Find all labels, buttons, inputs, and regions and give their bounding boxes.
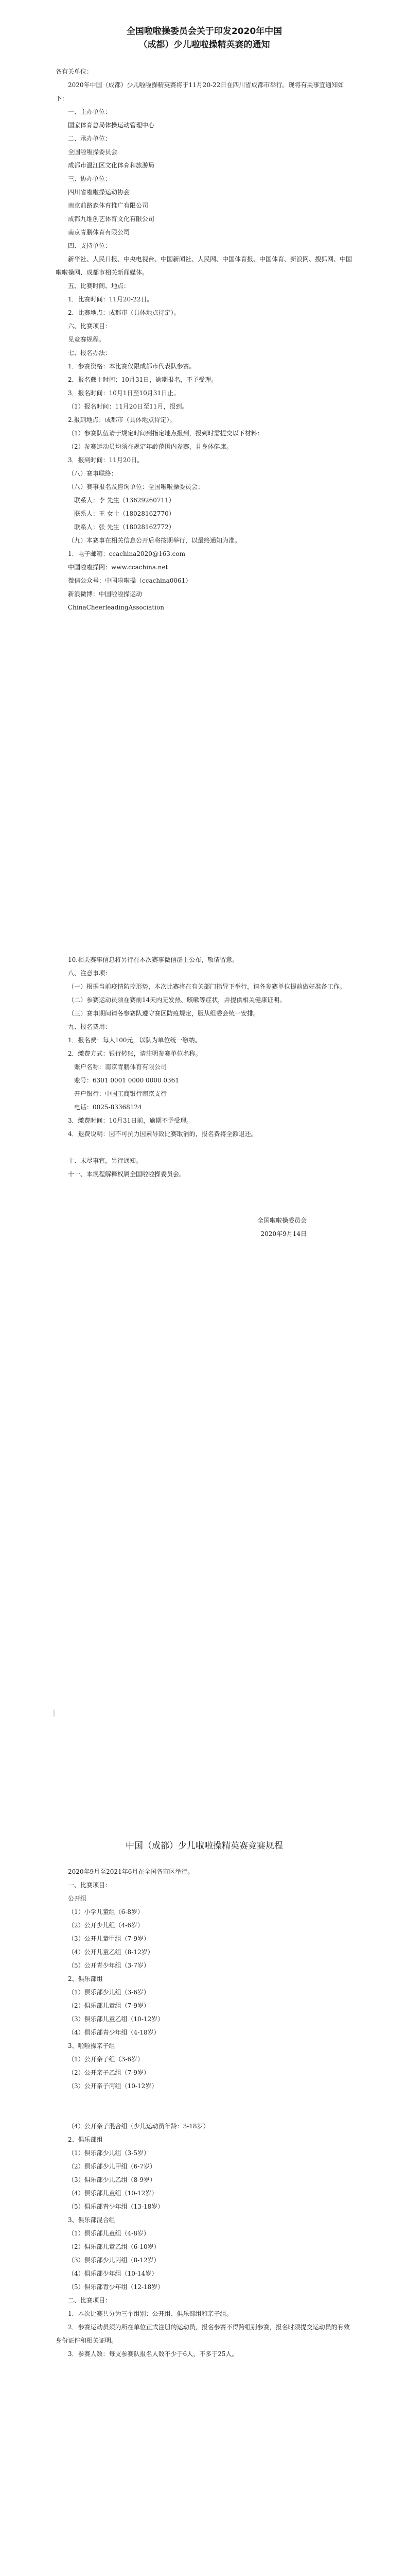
p2-line-8: 4．退费说明：因不可抗力因素导致比赛取消的，报名费将全额退还。 bbox=[68, 1130, 257, 1138]
rules-item: （2）俱乐部少儿甲组（6-7岁） bbox=[68, 2163, 156, 2170]
section-registration-heading: 七、报名办法： bbox=[68, 349, 112, 357]
rules-item: （3）俱乐部少儿丙组（8-12岁） bbox=[68, 2257, 160, 2264]
support-media-list: 新华社、人民日报、中央电视台、中国新闻社、人民网、中国体育报、中国体育、新浪网、搜狐网、中国啦啦操网、成都市相关新闻媒体。 bbox=[56, 256, 352, 276]
section-events-heading: 六、比赛项目： bbox=[68, 323, 112, 330]
p2-section-precautions: 八、注意事项： bbox=[68, 970, 112, 977]
registration-rule-h: 3．报到时间：11月20日。 bbox=[68, 456, 144, 464]
rules-item: （3）俱乐部少儿乙组（8-9岁） bbox=[68, 2176, 156, 2183]
notice-body bbox=[56, 25, 353, 614]
p2-section-fees: 九、报名费用： bbox=[68, 1023, 112, 1030]
rules-item: （1）俱乐部儿童组（4-8岁） bbox=[68, 2230, 150, 2237]
registration-rule-f: （1）参赛队伍请于规定时间到指定地点报到，报到时需提交以下材料： bbox=[68, 430, 263, 437]
notice-title bbox=[56, 25, 353, 52]
contact-social-handle: ChinaCheerleadingAssociation bbox=[68, 604, 165, 611]
p2-line-6: 2．缴费方式：银行转账，请注明参赛单位名称。 bbox=[68, 1050, 202, 1057]
rules-item: （2）公开少儿组（4-6岁） bbox=[68, 1922, 144, 1929]
rules-item: （4）俱乐部青少年组（4-18岁） bbox=[68, 2029, 160, 2036]
rules-item: （1）公开亲子组（3-6岁） bbox=[68, 2056, 144, 2063]
rules-item: （3）俱乐部儿童乙组（10-12岁） bbox=[68, 2015, 164, 2023]
section-time-place-heading: 五、比赛时间、地点： bbox=[68, 282, 130, 290]
rules-item: 2、俱乐部组 bbox=[68, 1975, 103, 1982]
rules-item: （3）公开儿童甲组（7-9岁） bbox=[68, 1935, 150, 1942]
section-host-heading: 二、承办单位： bbox=[68, 135, 112, 142]
notice-body-2 bbox=[56, 953, 353, 1241]
rules-paragraph: 2．参赛运动员须为所在单位正式注册的运动员，报名参赛不得跨组别参赛，报名时须提交运动员的有效身份证件和相关证明。 bbox=[56, 2324, 350, 2344]
registration-rule-d: （1）报名时间：11月20日至11月，报到。 bbox=[68, 403, 188, 410]
notice-title-line1: 全国啦啦操委员会关于印发2020年中国 bbox=[126, 26, 283, 37]
rules-item: 公开组 bbox=[68, 1895, 87, 1902]
registration-rule-i: （八）赛事联络： bbox=[68, 470, 118, 477]
registration-rule-c: 3．报名时间：10月1日至10月31日止。 bbox=[68, 389, 180, 397]
contact-person-1: 联系人：李 先生（13629260711） bbox=[74, 497, 175, 504]
page-break-mark bbox=[54, 1709, 55, 1717]
co-host-org-1: 四川省啦啦操运动协会 bbox=[68, 189, 130, 196]
co-host-org-3: 成都九维创艺体育文化有限公司 bbox=[68, 215, 155, 223]
registration-rule-b: 2．报名截止时间：10月31日，逾期报名，不予受理。 bbox=[68, 376, 218, 383]
rules-item: （4）公开儿童乙组（8-12岁） bbox=[68, 1948, 154, 1956]
signature-block bbox=[56, 1214, 353, 1241]
host-org-1: 全国啦啦操委员会 bbox=[68, 148, 118, 156]
rules-item: （3）公开亲子丙组（10-12岁） bbox=[68, 2082, 158, 2090]
section-organizer-heading: 一、主办单位： bbox=[68, 108, 112, 115]
host-org-2: 成都市温江区文化体育和旅游局 bbox=[68, 162, 155, 169]
rules-paragraph: 3．参赛人数：每支参赛队报名人数不少于6人，不多于25人。 bbox=[68, 2350, 238, 2358]
registration-rule-k: （九）本赛事在相关信息公开后将按期举行，以最终通知为准。 bbox=[68, 537, 241, 544]
bank-account-name: 账户名称：南京青鹏体育有限公司 bbox=[74, 1063, 167, 1071]
rules-page bbox=[0, 1814, 406, 2576]
rules-section-1: 一、比赛项目： bbox=[68, 1882, 112, 1889]
contact-person-3: 联系人：张 先生（18028162772） bbox=[74, 523, 175, 531]
bank-phone: 电话：0025-83368124 bbox=[74, 1104, 142, 1111]
notice-page bbox=[0, 0, 406, 907]
rules-item: （4）俱乐部少年组（10-14岁） bbox=[68, 2270, 158, 2277]
co-host-org-4: 南京青鹏体育有限公司 bbox=[68, 229, 130, 236]
p2-line-3: （二）参赛运动员须在赛前14天内无发热、咳嗽等症状，并提供相关健康证明。 bbox=[68, 996, 286, 1004]
rules-item: （2）公开亲子乙组（7-9岁） bbox=[68, 2069, 150, 2076]
events-detail: 见竞赛规程。 bbox=[68, 336, 105, 343]
rules-item: （4）俱乐部儿童组（10-12岁） bbox=[68, 2190, 158, 2197]
co-host-org-2: 南京前路森体育推广有限公司 bbox=[68, 202, 149, 209]
registration-rule-g: （2）参赛运动员均须在规定年龄范围内参赛，且身体健康。 bbox=[68, 443, 233, 450]
registration-rule-a: 1．参赛资格：本比赛仅限成都市代表队参赛。 bbox=[68, 363, 196, 370]
rules-body bbox=[56, 1839, 353, 2361]
signature-date: 2020年9月14日 bbox=[260, 1230, 307, 1238]
rules-item: （5）公开青少年组（3-7岁） bbox=[68, 1962, 150, 1969]
p2-line-2: （一）根据当前疫情防控形势，本次比赛将在有关部门指导下举行，请各参赛单位提前做好准备工作。 bbox=[68, 983, 346, 990]
rules-item: （5）俱乐部青少年组（13-18岁） bbox=[68, 2203, 164, 2210]
salutation: 各有关单位： bbox=[56, 68, 93, 75]
p2-line-5: 1．报名费：每人100元，以队为单位统一缴纳。 bbox=[68, 1037, 201, 1044]
rules-section-2: 二、比赛项目： bbox=[68, 2297, 112, 2304]
p2-section-misc: 十、未尽事宜，另行通知。 bbox=[68, 1157, 143, 1164]
registration-rule-j: （八）赛事报名及咨询单位：全国啦啦操委员会； bbox=[68, 483, 204, 490]
registration-rule-e: 2.报到地点：成都市（具体地点待定）。 bbox=[68, 416, 176, 423]
p2-section-interpretation: 十一、本规程解释权属全国啦啦操委员会。 bbox=[68, 1171, 186, 1178]
organizer-name: 国家体育总局体操运动管理中心 bbox=[68, 122, 155, 129]
contact-website: 中国啦啦操网：www.ccachina.net bbox=[68, 564, 168, 571]
rules-paragraph: 1．本次比赛共分为三个组别：公开组、俱乐部组和亲子组。 bbox=[68, 2310, 233, 2317]
contact-email: 1．电子邮箱：ccachina2020@163.com bbox=[68, 550, 185, 557]
bank-account-number: 账号：6301 0001 0000 0000 0361 bbox=[74, 1077, 179, 1084]
p2-line-1: 10.相关赛事信息将另行在本次赛事微信群上公布，敬请留意。 bbox=[68, 956, 239, 963]
bank-name: 开户银行：中国工商银行南京支行 bbox=[74, 1090, 167, 1097]
rules-item: 2、俱乐部组 bbox=[68, 2136, 103, 2143]
signature-org: 全国啦啦操委员会 bbox=[257, 1217, 307, 1224]
rules-title: 中国（成都）少儿啦啦操精英赛竞赛规程 bbox=[126, 1841, 283, 1851]
contact-weibo: 新浪微博：中国啦啦操运动 bbox=[68, 590, 143, 598]
section-support-heading: 四、支持单位： bbox=[68, 242, 112, 249]
contact-wechat: 微信公众号：中国啦啦操（ccachina0061） bbox=[68, 577, 192, 584]
rules-item: （1）俱乐部少儿组（3-5岁） bbox=[68, 2149, 150, 2157]
rules-item: （2）俱乐部儿童乙组（6-10岁） bbox=[68, 2243, 160, 2250]
rules-item: （5）俱乐部青少年组（12-18岁） bbox=[68, 2283, 164, 2291]
p2-line-7: 3．缴费时间：10月31日前，逾期不予受理。 bbox=[68, 1117, 193, 1124]
rules-item: 3、啦啦操亲子组 bbox=[68, 2042, 115, 2049]
notice-page-2 bbox=[0, 907, 406, 1814]
rules-intro: 2020年9月至2021年6月在全国各市区举行。 bbox=[68, 1868, 194, 1875]
event-place: 2．比赛地点：成都市（具体地点待定）。 bbox=[68, 309, 180, 316]
rules-item: （1）俱乐部少儿组（3-6岁） bbox=[68, 1989, 150, 1996]
p2-line-4: （三）赛事期间请各参赛队遵守赛区防疫规定，服从组委会统一安排。 bbox=[68, 1010, 260, 1017]
rules-item: （1）小学儿童组（6-8岁） bbox=[68, 1908, 144, 1916]
contact-person-2: 联系人：王 女士（18028162770） bbox=[74, 510, 175, 517]
rules-item: （4）公开亲子混合组（少儿运动员年龄：3-18岁） bbox=[68, 2123, 209, 2130]
event-time: 1．比赛时间：11月20-22日。 bbox=[68, 296, 153, 303]
rules-item: （2）俱乐部儿童组（7-9岁） bbox=[68, 2002, 150, 2009]
notice-title-line2: （成都）少儿啦啦操精英赛的通知 bbox=[138, 40, 270, 50]
intro-paragraph: 2020年中国（成都）少儿啦啦操精英赛将于11月20-22日在四川省成都市举行。现将有关事宜通知如下： bbox=[56, 81, 344, 102]
section-co-host-heading: 三、协办单位： bbox=[68, 175, 112, 182]
rules-item: 3、俱乐部混合组 bbox=[68, 2216, 115, 2224]
